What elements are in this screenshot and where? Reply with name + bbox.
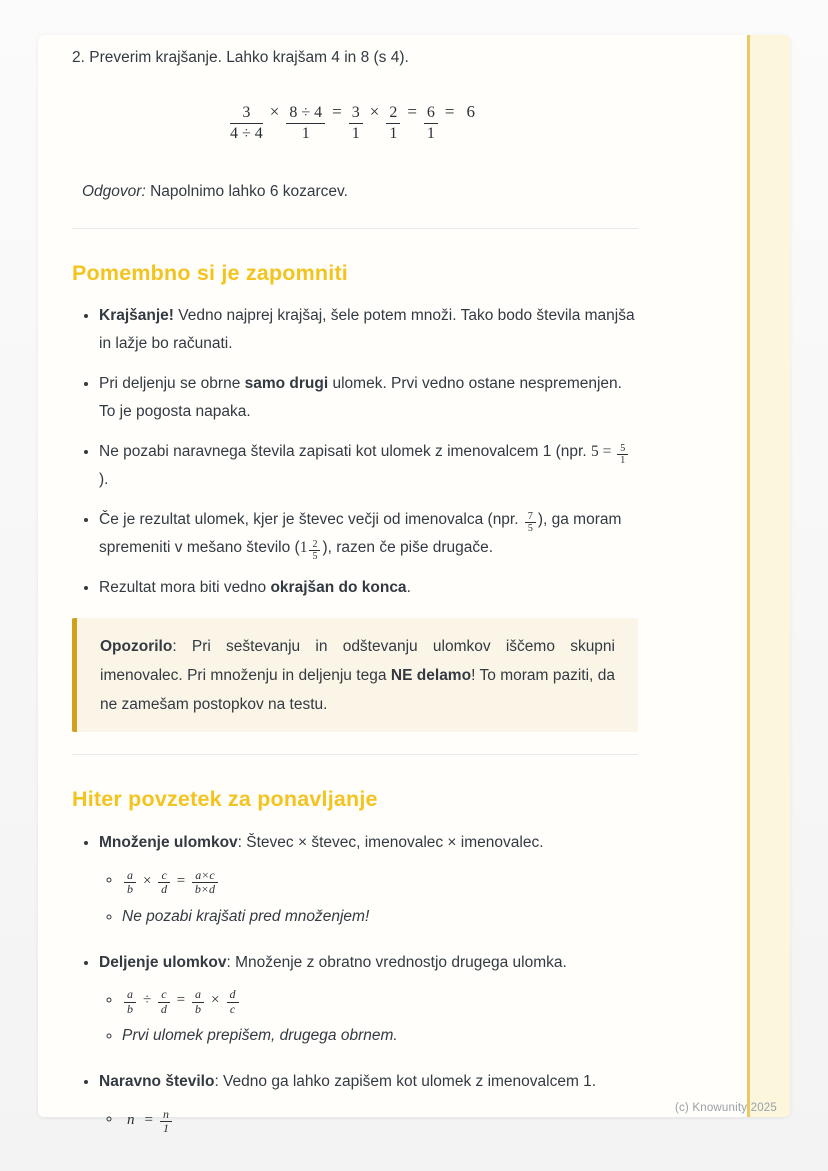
fraction-numerator: 2 [309,539,320,551]
summary-list [72,828,638,1136]
summary-item-text [99,834,544,851]
list-item-text [99,375,622,420]
fraction [124,869,136,897]
text-segment: Ne pozabi naravnega števila zapisati kot ulomek z imenovalcem 1 (npr. [99,443,591,460]
fraction-denominator: 4 ÷ 4 [229,124,263,142]
fraction [309,539,320,562]
fraction-numerator: c [158,869,169,884]
fraction-denominator: 5 [312,551,318,562]
note-text: Ne pozabi krajšati pred množenjem! [122,907,370,925]
fraction-denominator: b [195,1001,202,1016]
math-operator: × [143,872,152,889]
math-operator: ÷ [143,992,152,1009]
bold-text: NE delamo [390,667,472,684]
bold-text: samo drugi [244,375,329,392]
answer-label: Odgovor: [82,183,146,200]
fraction-denominator: b [127,882,133,896]
text-segment: : Pri seštevanju in odštevanju ulomkov iščemo skupni imenovalec. Pri množenju in deljenju tega [100,638,615,684]
summary-item [99,948,638,1052]
fraction [424,103,438,144]
math-expression [122,1106,174,1135]
bold-text: Krajšanje! [99,307,174,324]
fraction [525,511,536,534]
fraction [124,988,136,1016]
fraction-denominator: 1 [301,124,310,142]
fraction-numerator: ◦ a [124,988,136,1003]
math-item [122,985,638,1017]
math-variable: 5 = [590,443,616,460]
fraction [192,988,204,1016]
fraction-denominator: 1 [426,124,435,142]
math-variable: n [127,1111,135,1128]
fraction-numerator: 3 [349,103,363,124]
math-operator: = [332,101,342,121]
fraction-denominator: 1 [162,1121,169,1135]
document-content [72,35,638,1152]
math-item [122,1104,638,1136]
important-list [72,301,638,602]
fraction-numerator: a×c [192,869,217,884]
math-variable: 1 [299,539,308,556]
fraction [158,988,169,1016]
text-segment: ). [99,471,109,488]
section-title-summary: Hiter povzetek za ponavljanje [72,787,378,811]
text-segment: . [406,579,411,596]
fraction [227,988,239,1016]
fraction-numerator: a [192,988,204,1003]
math-operator: = [407,101,417,121]
math-operator: = [176,992,186,1009]
fraction-numerator: 3 [230,103,263,124]
text-segment: Vedno najprej krajšaj, šele potem množi. Tako bodo števila manjša in lažje bo računati. [99,307,635,352]
fraction [286,103,325,144]
note-item [122,902,638,932]
fraction-denominator: d [161,882,168,896]
math-operator: = [144,1111,153,1128]
note-item [122,1021,638,1051]
note-text: Prvi ulomek prepišem, drugega obrnem. [122,1027,398,1044]
text-segment: ! To moram paziti, da ne zamešam postopkov na testu. [100,667,615,713]
fraction-denominator: 1 [620,455,626,466]
math-operator: = [176,872,186,889]
answer-text: Napolnimo lahko 6 kozarcev. [145,183,348,200]
fraction-numerator: n [160,1108,172,1123]
math-expression [122,987,241,1016]
math-operator: × [269,101,280,121]
list-item [99,505,638,562]
fraction [386,103,400,144]
fraction-numerator: 2 [386,103,400,124]
summary-item-text [99,1073,596,1090]
math-operator: × [211,992,220,1009]
summary-sublist [99,1104,638,1136]
fraction [192,869,217,897]
bold-text: Naravno število [99,1073,215,1090]
bold-text: Deljenje ulomkov [99,953,227,971]
fraction-numerator: 6 [424,103,438,124]
bold-text: Opozorilo [100,638,173,655]
summary-sublist [99,985,638,1052]
list-item [99,369,638,426]
divider [72,228,638,229]
fraction-numerator: d [227,988,239,1003]
summary-sublist [99,865,638,932]
fraction-denominator: b [127,1001,133,1016]
divider [72,754,638,755]
math-item [122,865,638,897]
text-segment: Rezultat mora biti vedno [99,579,271,596]
summary-item-text [99,954,567,971]
fraction [230,103,263,144]
text-segment: : Vedno ga lahko zapišem kot ulomek z imenovalcem 1. [214,1073,597,1090]
step-text: 2. Preverim krajšanje. Lahko krajšam 4 in 8 (s 4). [72,49,409,66]
list-item-text [99,579,411,596]
bold-text: Množenje ulomkov [99,834,238,851]
summary-item [99,828,638,932]
fraction-denominator: b×d [194,882,216,896]
fraction-denominator: 1 [389,124,398,142]
fraction [349,103,363,144]
fraction-denominator: c [229,1001,236,1016]
section-title-important: Pomembno si je zapomniti [72,261,348,285]
list-item [99,437,638,494]
warning-text [100,632,615,719]
list-item-text [99,307,635,352]
fraction [160,1108,172,1136]
fraction-numerator: 8 ÷ 4 [286,103,325,124]
text-segment: : Števec × števec, imenovalec × imenovalec. [237,834,544,851]
summary-item [99,1067,638,1136]
fraction-denominator: 1 [351,124,360,142]
bold-text: okrajšan do konca [270,579,407,596]
list-item-text [99,511,622,562]
text-segment: Pri deljenju se obrne [99,375,245,392]
fraction-numerator: 7 [525,511,536,523]
solution-equation [72,88,638,152]
answer-line [72,178,638,206]
page-edge-strip [747,35,790,1117]
math-operator: × [369,101,380,121]
list-item-text [99,443,630,488]
text-segment: ), razen če piše drugače. [322,539,494,556]
document-page [38,35,790,1135]
math-operator: = [444,101,455,121]
fraction-numerator: 5 [617,443,628,455]
fraction-numerator: c [158,988,169,1003]
text-segment: Če je rezultat ulomek, kjer je števec večji od imenovalca (npr. [99,511,523,528]
fraction-numerator: ◦ a [124,869,136,884]
text-segment: ulomek. Prvi vedno ostane nespremenjen. To je pogosta napaka. [99,375,622,420]
fraction [158,869,169,897]
fraction-denominator: 5 [527,523,533,534]
fraction [617,443,628,466]
text-segment: ), ga moram spremeniti v mešano število ( [99,511,622,556]
warning-box [72,618,638,732]
equation-expression [229,97,481,144]
text-segment: : Množenje z obratno vrednostjo drugega ulomka. [226,953,567,971]
copyright-text: (c) Knowunity 2025 [674,1102,777,1114]
list-item [99,301,638,358]
fraction-denominator: d [160,1001,167,1016]
list-item [99,573,638,602]
math-number: 6 [466,101,476,121]
